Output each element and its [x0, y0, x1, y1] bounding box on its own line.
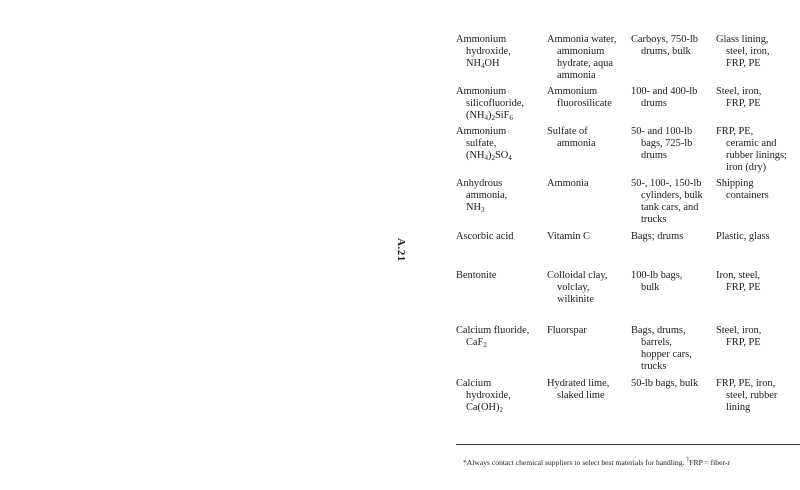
cell-text: Steel, iron,: [716, 325, 762, 336]
cell-text: SiF: [494, 110, 510, 121]
cell-line: [631, 98, 697, 110]
cell-text: Sulfate of: [547, 126, 588, 137]
cell-text: 100- and 400-lb: [631, 86, 698, 97]
cell-text: CaF: [466, 337, 484, 348]
cell-line: [547, 34, 616, 46]
cell-line: [716, 378, 777, 390]
cell-line: [547, 126, 596, 138]
shipping-cell: [631, 378, 698, 390]
shipping-cell: [631, 178, 703, 226]
materials-cell: [716, 86, 761, 110]
cell-line: [716, 46, 770, 58]
cell-line: [547, 270, 608, 282]
cell-text: OH: [484, 58, 500, 69]
cell-text: 50-, 100-, 150-lb: [631, 178, 702, 189]
cell-line: [716, 162, 787, 174]
shipping-cell: [631, 34, 698, 58]
cell-line: [456, 86, 524, 98]
cell-text: containers: [726, 190, 769, 201]
materials-cell: [716, 178, 769, 202]
cell-line: [456, 126, 512, 138]
cell-line: [456, 202, 507, 214]
cell-text: (NH: [466, 110, 485, 121]
cell-text: fluorosilicate: [557, 98, 612, 109]
cell-text: hydrate, aqua: [557, 58, 613, 69]
cell-text: FRP, PE: [726, 282, 761, 293]
cell-line: [631, 325, 692, 337]
cell-text: Calcium: [456, 378, 492, 389]
cell-line: [547, 58, 616, 70]
common-name-cell: [547, 378, 609, 402]
cell-text: lining: [726, 402, 751, 413]
cell-line: [716, 34, 770, 46]
materials-cell: [716, 378, 777, 414]
footnote-rule: [456, 444, 800, 445]
cell-text: NH: [466, 58, 482, 69]
cell-line: [547, 282, 608, 294]
common-name-cell: [547, 325, 587, 337]
chemical-cell: [456, 270, 496, 282]
shipping-cell: [631, 231, 683, 243]
cell-line: [631, 86, 697, 98]
cell-text: 50- and 100-lb: [631, 126, 693, 137]
cell-line: [456, 378, 511, 390]
cell-line: [547, 325, 587, 337]
cell-text: (NH: [466, 150, 485, 161]
cell-text: rubber linings;: [726, 150, 787, 161]
cell-text: ammonium: [557, 46, 605, 57]
cell-text: Vitamin C: [547, 231, 590, 242]
shipping-cell: [631, 325, 692, 373]
formula-subscript: 4: [481, 62, 485, 70]
cell-line: [631, 150, 692, 162]
page-number: A.21: [395, 238, 407, 262]
cell-text: ): [487, 110, 492, 121]
cell-line: [631, 214, 703, 226]
cell-line: [456, 270, 496, 282]
cell-text: Iron, steel,: [716, 270, 761, 281]
cell-line: [716, 190, 769, 202]
cell-line: [547, 178, 589, 190]
materials-cell: [716, 270, 761, 294]
cell-line: [716, 390, 777, 402]
cell-text: Bentonite: [456, 270, 497, 281]
cell-text: sulfate,: [466, 138, 497, 149]
cell-line: [456, 150, 512, 162]
cell-line: [631, 138, 692, 150]
cell-text: Calcium fluoride,: [456, 325, 530, 336]
cell-line: [631, 282, 682, 294]
cell-text: ammonia: [557, 70, 596, 81]
formula-subscript: 3: [481, 206, 485, 214]
footnote-dagger: †: [686, 457, 690, 463]
cell-line: [716, 282, 761, 294]
cell-line: [716, 86, 761, 98]
cell-text: iron (dry): [726, 162, 767, 173]
cell-line: [631, 126, 692, 138]
cell-line: [456, 178, 507, 190]
cell-line: [716, 402, 777, 414]
cell-text: ): [487, 150, 492, 161]
formula-subscript: 2: [491, 114, 495, 122]
cell-text: Ammonium: [547, 86, 598, 97]
cell-line: [716, 325, 761, 337]
cell-text: Bags, drums,: [631, 325, 686, 336]
shipping-cell: [631, 126, 692, 162]
shipping-cell: [631, 86, 697, 110]
cell-text: SO: [494, 150, 509, 161]
footnote-text: Always contact chemical suppliers to select best materials for handling.: [466, 458, 685, 467]
cell-text: Steel, iron,: [716, 86, 762, 97]
cell-line: [547, 390, 609, 402]
cell-line: [716, 178, 769, 190]
formula-subscript: 2: [491, 154, 495, 162]
cell-line: [547, 98, 612, 110]
cell-line: [456, 110, 524, 122]
formula-subscript: 6: [509, 114, 513, 122]
cell-line: [456, 58, 511, 70]
formula-subscript: 4: [484, 114, 488, 122]
cell-line: [716, 270, 761, 282]
cell-text: steel, iron,: [726, 46, 770, 57]
cell-text: Ammonium: [456, 34, 507, 45]
cell-line: [547, 70, 616, 82]
cell-line: [456, 98, 524, 110]
cell-text: bulk: [641, 282, 660, 293]
cell-line: [631, 349, 692, 361]
cell-line: [456, 138, 512, 150]
chemical-cell: [456, 86, 524, 122]
cell-text: steel, rubber: [726, 390, 778, 401]
materials-cell: [716, 34, 770, 70]
cell-text: Plastic, glass: [716, 231, 770, 242]
cell-line: [631, 337, 692, 349]
cell-text: tank cars, and: [641, 202, 699, 213]
chemical-cell: [456, 231, 513, 243]
chemical-cell: [456, 378, 511, 414]
cell-text: Anhydrous: [456, 178, 503, 189]
cell-text: Glass lining,: [716, 34, 769, 45]
cell-line: [456, 34, 511, 46]
formula-subscript: 2: [499, 406, 503, 414]
materials-cell: [716, 325, 761, 349]
cell-line: [456, 190, 507, 202]
cell-text: Ammonia: [547, 178, 589, 189]
cell-line: [547, 46, 616, 58]
cell-text: ammonia,: [466, 190, 508, 201]
cell-text: 100-lb bags,: [631, 270, 683, 281]
common-name-cell: [547, 34, 616, 82]
cell-text: Bags; drums: [631, 231, 684, 242]
cell-line: [547, 294, 608, 306]
footnote: [463, 458, 730, 468]
cell-line: [456, 390, 511, 402]
cell-text: ceramic and: [726, 138, 777, 149]
cell-text: Ammonia water,: [547, 34, 617, 45]
materials-cell: [716, 231, 770, 243]
cell-text: cylinders, bulk: [641, 190, 703, 201]
cell-line: [456, 46, 511, 58]
cell-line: [456, 231, 513, 243]
cell-text: hopper cars,: [641, 349, 692, 360]
cell-text: trucks: [641, 214, 667, 225]
cell-text: volclay,: [557, 282, 590, 293]
cell-line: [631, 361, 692, 373]
footnote-text-2: FRP = fiber-r: [689, 458, 730, 467]
cell-text: FRP, PE: [726, 337, 761, 348]
cell-text: Shipping: [716, 178, 754, 189]
cell-text: Fluorspar: [547, 325, 587, 336]
cell-line: [631, 270, 682, 282]
cell-text: silicofluoride,: [466, 98, 525, 109]
cell-text: drums: [641, 98, 667, 109]
cell-line: [631, 231, 683, 243]
cell-line: [631, 46, 698, 58]
cell-line: [547, 378, 609, 390]
formula-subscript: 4: [484, 154, 488, 162]
cell-line: [716, 150, 787, 162]
common-name-cell: [547, 126, 596, 150]
cell-text: ammonia: [557, 138, 596, 149]
cell-text: NH: [466, 202, 482, 213]
cell-text: Ascorbic acid: [456, 231, 514, 242]
cell-line: [716, 126, 787, 138]
cell-text: hydroxide,: [466, 390, 511, 401]
cell-text: drums, bulk: [641, 46, 691, 57]
cell-line: [547, 86, 612, 98]
cell-text: wilkinite: [557, 294, 594, 305]
cell-text: Ca(OH): [466, 402, 500, 413]
formula-subscript: 4: [508, 154, 512, 162]
cell-text: Carboys, 750-lb: [631, 34, 698, 45]
materials-cell: [716, 126, 787, 174]
cell-line: [631, 202, 703, 214]
formula-subscript: 2: [483, 341, 487, 349]
chemical-cell: [456, 325, 529, 349]
cell-line: [631, 34, 698, 46]
cell-text: bags, 725-lb: [641, 138, 693, 149]
footnote-mark: *: [463, 458, 467, 467]
cell-line: [456, 325, 529, 337]
cell-text: Ammonium: [456, 126, 507, 137]
cell-text: Colloidal clay,: [547, 270, 608, 281]
common-name-cell: [547, 86, 612, 110]
common-name-cell: [547, 270, 608, 306]
chemical-cell: [456, 126, 512, 162]
cell-text: drums: [641, 150, 667, 161]
cell-line: [631, 178, 703, 190]
common-name-cell: [547, 178, 589, 190]
cell-text: slaked lime: [557, 390, 605, 401]
cell-line: [456, 337, 529, 349]
chemical-cell: [456, 178, 507, 214]
cell-text: Ammonium: [456, 86, 507, 97]
cell-text: 50-lb bags, bulk: [631, 378, 699, 389]
cell-text: FRP, PE,: [716, 126, 754, 137]
cell-text: FRP, PE: [726, 58, 761, 69]
cell-line: [631, 378, 698, 390]
cell-text: trucks: [641, 361, 667, 372]
cell-line: [716, 98, 761, 110]
cell-line: [456, 402, 511, 414]
cell-line: [716, 138, 787, 150]
cell-line: [547, 231, 590, 243]
shipping-cell: [631, 270, 682, 294]
common-name-cell: [547, 231, 590, 243]
cell-line: [631, 190, 703, 202]
cell-line: [716, 337, 761, 349]
cell-text: Hydrated lime,: [547, 378, 610, 389]
cell-text: FRP, PE: [726, 98, 761, 109]
cell-text: hydroxide,: [466, 46, 511, 57]
cell-line: [716, 231, 770, 243]
cell-text: FRP, PE, iron,: [716, 378, 776, 389]
cell-line: [547, 138, 596, 150]
cell-line: [716, 58, 770, 70]
chemical-cell: [456, 34, 511, 70]
cell-text: barrels,: [641, 337, 672, 348]
